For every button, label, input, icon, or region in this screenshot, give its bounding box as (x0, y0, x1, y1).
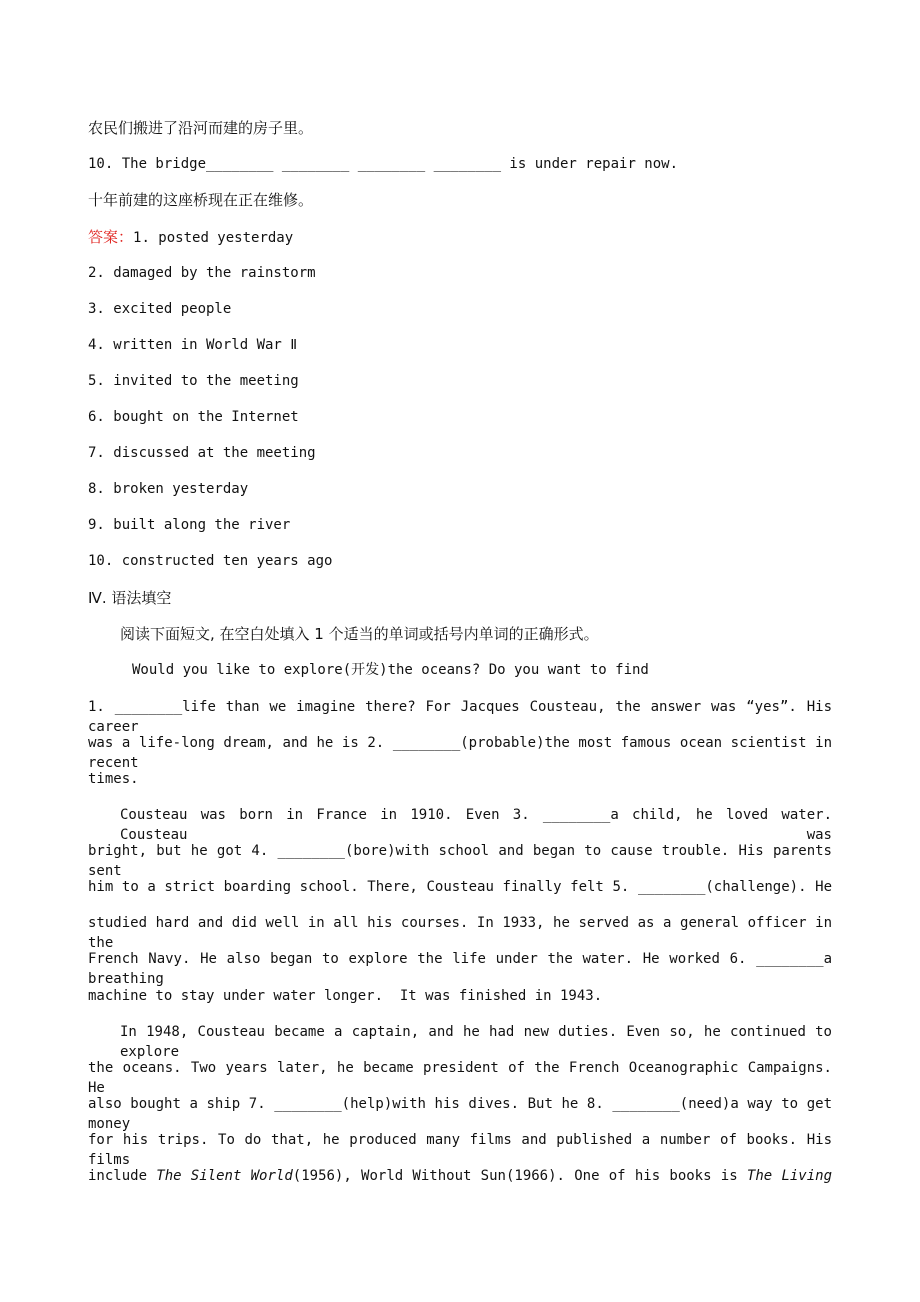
translation-line-10: 十年前建的这座桥现在正在维修。 (88, 191, 314, 209)
answer-item: 3. excited people (88, 301, 232, 317)
answer-item: 10. constructed ten years ago (88, 553, 333, 569)
answer-item: 1. posted yesterday (133, 230, 294, 246)
passage-line (88, 1166, 832, 1186)
answer-item: 7. discussed at the meeting (88, 445, 316, 461)
passage-line: studied hard and did well in all his courses. In 1933, he served as a general officer in the (88, 915, 832, 951)
instruction: 阅读下面短文, 在空白处填入 1 个适当的单词或括号内单词的正确形式。 (120, 625, 599, 643)
answer-item: 6. bought on the Internet (88, 409, 299, 425)
answer-item: 4. written in World War Ⅱ (88, 337, 298, 353)
passage-line: Cousteau was born in France in 1910. Even 3. ________a child, he loved water. Cousteau was (120, 807, 832, 843)
passage-line: also bought a ship 7. ________(help)with his dives. But he 8. ________(need)a way to get money (88, 1096, 832, 1132)
passage-line: In 1948, Cousteau became a captain, and he had new duties. Even so, he continued to explore (120, 1024, 832, 1060)
answer-row-1 (88, 227, 293, 248)
answer-item: 2. damaged by the rainstorm (88, 265, 316, 281)
passage-line: machine to stay under water longer. It was finished in 1943. (88, 988, 603, 1004)
passage-line: him to a strict boarding school. There, Cousteau finally felt 5. ________(challenge). He (88, 879, 832, 895)
passage-line: French Navy. He also began to explore the life under the water. He worked 6. ________a breathing (88, 951, 832, 987)
section-title: Ⅳ. 语法填空 (88, 589, 172, 607)
answer-item: 5. invited to the meeting (88, 373, 299, 389)
book-title: The Living (746, 1168, 833, 1184)
passage-text: include (88, 1168, 157, 1184)
answer-label: 答案： (88, 228, 134, 246)
passage-text: (1956), World Without Sun(1966). One of his books is (292, 1168, 747, 1184)
question-10: 10. The bridge________ ________ ________ ________ is under repair now. (88, 156, 679, 172)
passage-line: the oceans. Two years later, he became president of the French Oceanographic Campaigns. He (88, 1060, 832, 1096)
passage-line: for his trips. To do that, he produced many films and published a number of books. His films (88, 1132, 832, 1168)
passage-line: times. (88, 771, 139, 787)
answer-item: 8. broken yesterday (88, 481, 249, 497)
answer-item: 9. built along the river (88, 517, 291, 533)
passage-line: 1. ________life than we imagine there? For Jacques Cousteau, the answer was “yes”. His career (88, 699, 832, 735)
passage-line: Would you like to explore(开发)the oceans? Do you want to find (132, 662, 649, 678)
translation-line-9: 农民们搬进了沿河而建的房子里。 (88, 119, 314, 137)
passage-line: bright, but he got 4. ________(bore)with school and began to cause trouble. His parents sent (88, 843, 832, 879)
film-title: The Silent World (156, 1168, 293, 1184)
passage-line: was a life-long dream, and he is 2. ________(probable)the most famous ocean scientist in recent (88, 735, 832, 771)
